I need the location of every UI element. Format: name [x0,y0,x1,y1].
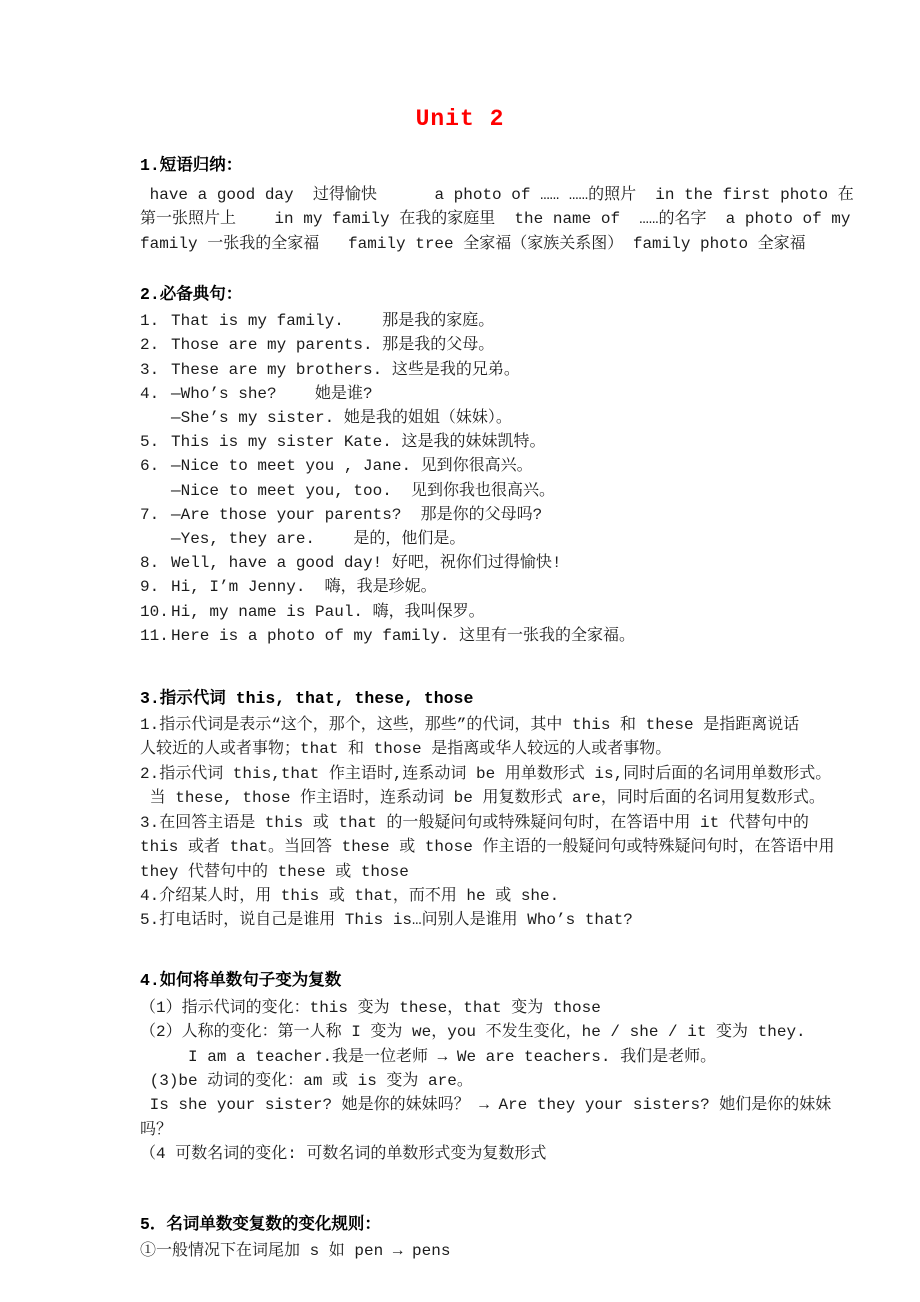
note-line: this 或者 that。当回答 these 或 those 作主语的一般疑问句或特殊疑问句时，在答语中用 [140,838,835,857]
phrase-line: 第一张照片上 in my family 在我的家庭里 the name of ……的名字 a photo of my [140,210,851,229]
note-line: 当 these, those 作主语时，连系动词 be 用复数形式 are，同时后面的名词用复数形式。 [140,789,825,808]
sentence-number: 10. [140,602,169,621]
sentence-row [140,430,856,454]
sentence-row [140,358,856,382]
sentence-text: Here is a photo of my family. 这里有一张我的全家福。 [171,626,636,645]
sentence-row [140,333,856,357]
sentence-text: Well, have a good day! 好吧，祝你们过得愉快! [171,554,562,573]
sentence-number: 4. [140,384,160,403]
note-line: （4 可数名词的变化: 可数名词的单数形式变为复数形式 [140,1145,547,1164]
note-line: 2.指示代词 this,that 作主语时,连系动词 be 用单数形式 is,同时后面的名词用单数形式。 [140,764,832,783]
sentence-text: This is my sister Kate. 这是我的妹妹凯特。 [171,433,546,452]
phrases-heading: 1.短语归纳： [140,156,243,175]
sentence-row [140,551,856,575]
plural-sentences-heading: 4.如何将单数句子变为复数 [140,970,342,990]
sentence-text: —Who’s she? 她是谁? [171,384,373,403]
sentence-row [140,406,856,430]
sentence-row [140,454,856,478]
sentence-text: These are my brothers. 这些是我的兄弟。 [171,360,520,379]
note-line: 人较近的人或者事物；that 和 those 是指离或华人较远的人或者事物。 [140,740,672,759]
phrase-line: family 一张我的全家福 family tree 全家福（家族关系图） family photo 全家福 [140,234,806,253]
sentence-row [140,527,856,551]
sentence-number: 5. [140,433,160,452]
note-line: 5.打电话时，说自己是谁用 This is…问别人是谁用 Who’s that? [140,911,633,930]
sentence-text: Those are my parents. 那是我的父母。 [171,336,495,355]
sentence-number [140,406,171,430]
sentence-row [140,382,856,406]
sentence-row [140,479,856,503]
note-line: 3.在回答主语是 this 或 that 的一般疑问句或特殊疑问句时，在答语中用 it 代替句中的 [140,813,809,832]
sentence-text: —Are those your parents? 那是你的父母吗? [171,505,543,524]
sentence-number: 7. [140,505,160,524]
sentence-number [140,479,171,503]
sentence-number: 6. [140,457,160,476]
sentences-heading: 2.必备典句： [140,285,243,305]
note-line: 4.介绍某人时，用 this 或 that，而不用 he 或 she. [140,886,560,905]
sentence-number: 11. [140,626,169,645]
sentence-number [140,527,171,551]
note-line: (3)be 动词的变化：am 或 is 变为 are。 [140,1071,473,1090]
sentence-text: —Nice to meet you , Jane. 见到你很高兴。 [171,457,533,476]
note-line: ①一般情况下在词尾加 s 如 pen → pens [140,1241,451,1260]
sentence-row [140,309,856,333]
note-line: Is she your sister? 她是你的妹妹吗？ → Are they your sisters? 她们是你的妹妹吗？ [140,1096,832,1139]
noun-plural-rules-heading: 5．名词单数变复数的变化规则： [140,1214,381,1234]
note-line: （2）人称的变化：第一人称 I 变为 we，you 不发生变化，he / she / it 变为 they. [140,1023,806,1042]
sentence-number: 2. [140,336,160,355]
page-title: Unit 2 [415,106,505,132]
sentence-number: 3. [140,360,160,379]
sentence-row [140,575,856,599]
demonstratives-heading: 3.指示代词 this, that, these, those [140,689,474,709]
sentence-text: That is my family. 那是我的家庭。 [171,312,495,331]
sentence-number: 1. [140,312,160,331]
sentence-text: Hi, my name is Paul. 嗨，我叫保罗。 [171,602,485,621]
sentence-number: 8. [140,554,160,573]
sentence-text: —Yes, they are. 是的，他们是。 [171,530,466,549]
note-line: 1.指示代词是表示“这个，那个，这些，那些”的代词，其中 this 和 these 是指距离说话 [140,716,800,735]
sentence-row [140,503,856,527]
note-line: （1）指示代词的变化：this 变为 these，that 变为 those [140,998,601,1017]
sentence-row [140,600,856,624]
note-line: they 代替句中的 these 或 those [140,862,409,881]
document-content [0,154,920,1263]
sentence-text: Hi, I’m Jenny. 嗨，我是珍妮。 [171,578,437,597]
phrase-line: have a good day 过得愉快 a photo of …… ……的照片 in the first photo 在 [140,186,854,204]
sentence-text: —Nice to meet you, too. 见到你我也很高兴。 [171,481,556,500]
sentence-row [140,624,856,648]
sentence-text: —She’s my sister. 她是我的姐姐（妹妹）。 [171,409,512,428]
note-line: I am a teacher.我是一位老师 → We are teachers. 我们是老师。 [140,1047,717,1066]
sentence-number: 9. [140,578,160,597]
